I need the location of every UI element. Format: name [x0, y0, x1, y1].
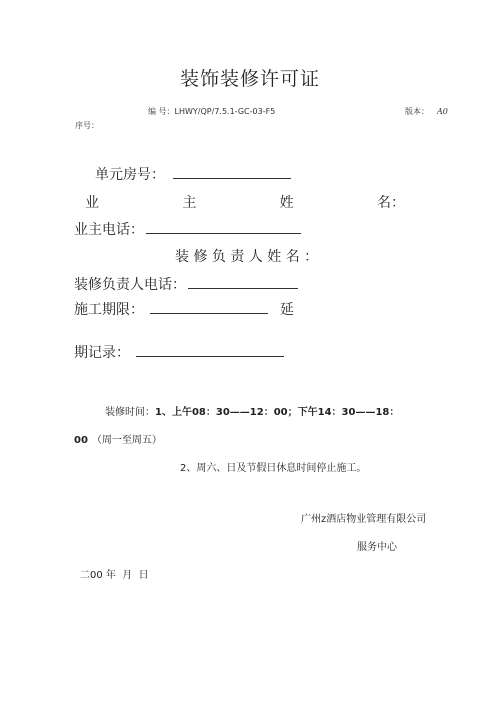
working-hours-label: 装修时间：: [105, 407, 155, 418]
owner-name-char: 姓: [279, 195, 294, 211]
owner-name-field: [85, 192, 405, 212]
leader-name-label: 装 修 负 责 人 姓 名 ：: [175, 249, 319, 265]
owner-phone-field: [74, 219, 301, 239]
page-title: 装饰装修许可证: [179, 68, 320, 90]
holiday-rule: 2、周六、日及节假日休息时间停止施工。: [180, 463, 367, 474]
room-number-blank: [173, 166, 291, 179]
leader-phone-blank: [188, 276, 298, 289]
working-hours-weekday: 1、上午08：30——12：00；下午14：30——18：: [155, 407, 400, 418]
owner-name-char: 名：: [376, 195, 405, 211]
working-days: （周一至周五）: [91, 435, 162, 446]
document-code: 编 号：LHWY/QP/7.5.1-GC-03-F5: [148, 107, 276, 116]
owner-phone-blank: [146, 221, 301, 234]
working-hours-line-1: [105, 403, 399, 418]
owner-name-char: 主: [182, 195, 197, 211]
version-label: 版本：: [405, 107, 429, 116]
department-name: 服务中心: [357, 542, 397, 553]
working-hours-line-2: [74, 431, 162, 446]
company-name: 广州z酒店物业管理有限公司: [301, 514, 427, 525]
version-value: A0: [437, 107, 448, 116]
extend-label: 延: [280, 302, 294, 318]
room-number-label: 单元房号：: [95, 167, 165, 183]
extension-record-label: 期记录：: [74, 345, 130, 361]
leader-phone-label: 装修负责人电话：: [74, 277, 186, 293]
owner-phone-label: 业主电话：: [74, 222, 144, 238]
leader-phone-field: [74, 274, 298, 294]
extension-record-field: [74, 342, 284, 362]
working-hours-end: 00: [74, 435, 88, 446]
room-number-field: [95, 164, 291, 184]
extension-record-blank: [136, 344, 284, 357]
signing-date: 二00 年 月 日: [80, 570, 149, 581]
construction-period-blank: [150, 301, 268, 314]
sequence-label: 序号：: [75, 121, 99, 130]
construction-period-label: 施工期限：: [74, 302, 144, 318]
construction-period-field: [74, 299, 294, 319]
version: [405, 106, 448, 117]
owner-name-char: 业: [85, 195, 99, 211]
